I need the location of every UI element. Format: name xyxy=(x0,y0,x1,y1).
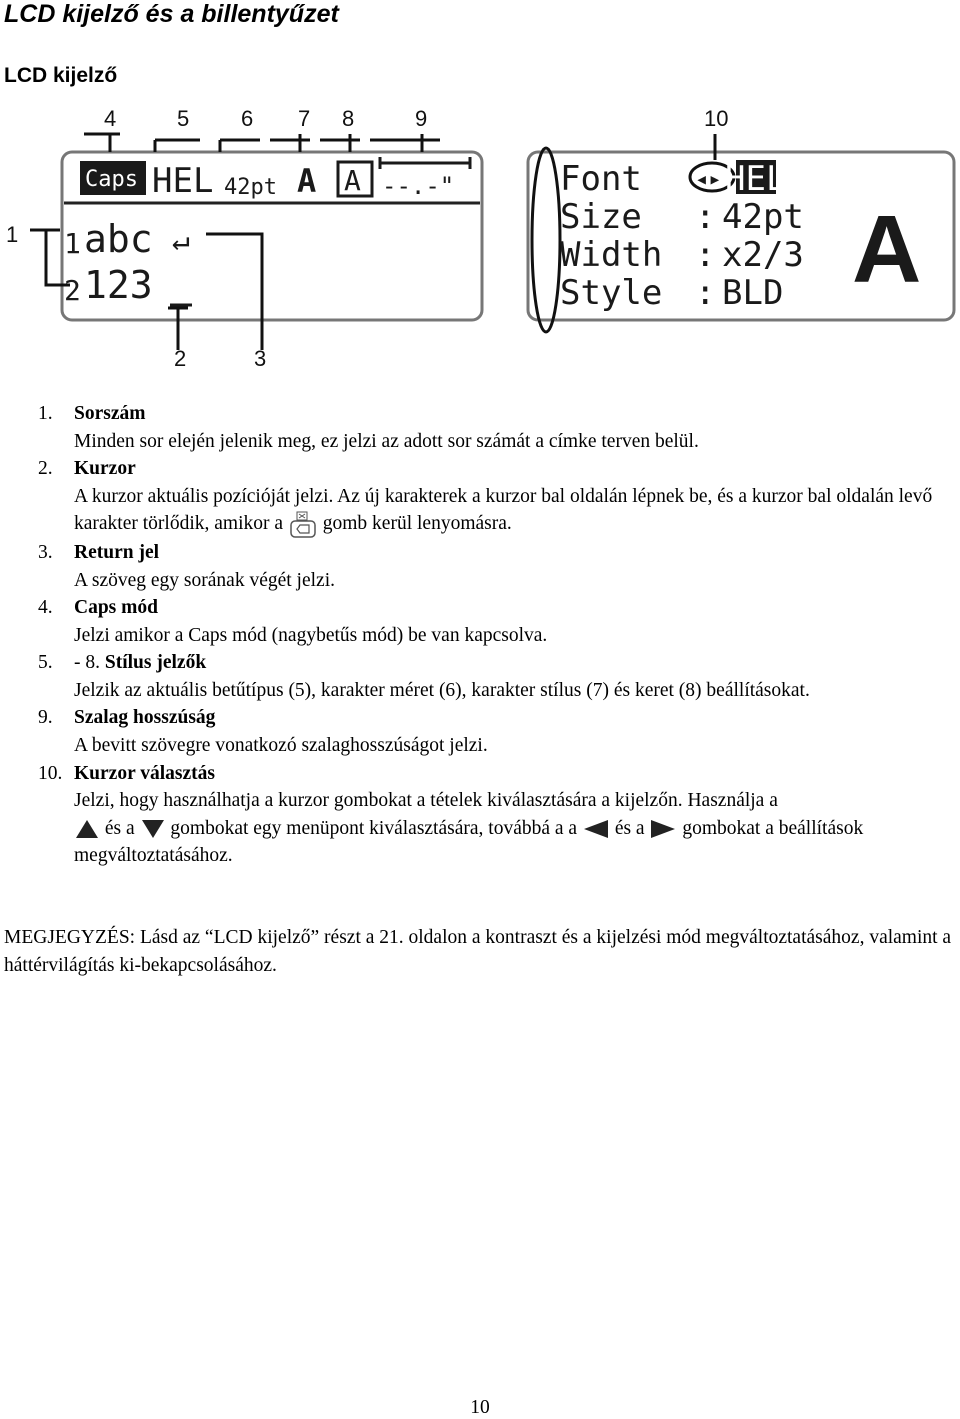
list-item xyxy=(38,704,938,759)
menu-label-width: Width xyxy=(560,235,663,275)
down-arrow-icon xyxy=(140,818,166,840)
list-item xyxy=(38,455,938,539)
item-number: 3. xyxy=(38,541,53,563)
line-2-text: 123 xyxy=(84,263,153,307)
callout-7: 7 xyxy=(298,106,311,131)
item-number: 10. xyxy=(38,762,63,784)
list-item xyxy=(38,649,938,704)
callout-6: 6 xyxy=(241,106,254,131)
item-body-mid: gombokat egy menüpont kiválasztására, továbbá a a xyxy=(170,817,578,839)
line-1-text: abc xyxy=(84,217,153,261)
up-arrow-icon xyxy=(74,818,100,840)
menu-label-size: Size xyxy=(560,197,642,237)
size-indicator: 42pt xyxy=(224,175,277,200)
right-arrow-icon xyxy=(649,818,677,840)
callout-leaders-top xyxy=(84,134,440,152)
menu-value-style: BLD xyxy=(722,273,784,313)
item-body-and-2: és a xyxy=(614,817,645,839)
callout-1: 1 xyxy=(6,222,19,247)
item-number: 2. xyxy=(38,458,53,480)
item-body: Jelzi amikor a Caps mód (nagybetűs mód) be van kapcsolva. xyxy=(74,624,548,646)
item-title: Kurzor xyxy=(74,458,136,480)
line-number-1: 1 xyxy=(64,227,81,260)
menu-label-font: Font xyxy=(560,159,642,199)
item-body: A szöveg egy sorának végét jelzi. xyxy=(74,569,335,591)
callout-8: 8 xyxy=(342,106,355,131)
item-body-end: gomb kerül lenyomásra. xyxy=(322,513,512,535)
page-number: 10 xyxy=(470,1397,490,1418)
tape-length-indicator: --.-" xyxy=(382,172,455,200)
list-item xyxy=(38,400,938,455)
callout-4: 4 xyxy=(104,106,117,131)
note-paragraph: MEGJEGYZÉS: Lásd az “LCD kijelző” részt a 21. oldalon a kontraszt és a kijelzési mód megváltoztatásához, valamint a háttérvilágítás ki-bekapcsolásához. xyxy=(4,927,952,976)
font-indicator: HEL xyxy=(152,161,214,201)
item-title: Sorszám xyxy=(74,403,146,424)
item-body-and-1: és a xyxy=(104,817,135,839)
item-body: Minden sor elején jelenik meg, ez jelzi az adott sor számát a címke terven belül. xyxy=(74,430,699,452)
callout-10: 10 xyxy=(704,106,729,131)
item-title: Kurzor választás xyxy=(74,762,215,784)
left-arrow-icon xyxy=(582,818,610,840)
backspace-key-icon xyxy=(288,511,318,539)
return-mark-icon: ↵ xyxy=(172,223,191,258)
lcd-diagram xyxy=(0,100,960,375)
item-number: 5. xyxy=(38,652,53,674)
menu-label-style: Style xyxy=(560,273,663,313)
item-range-prefix: - 8. xyxy=(74,652,100,674)
menu-colon-style: : xyxy=(695,273,716,313)
item-title: Stílus jelzők xyxy=(104,652,207,674)
item-body: Jelzi, hogy használhatja a kurzor gombokat a tételek kiválasztására a kijelzőn. Használja a xyxy=(74,790,778,812)
menu-colon-width: : xyxy=(695,235,716,275)
callout-3: 3 xyxy=(254,346,267,371)
callout-5: 5 xyxy=(177,106,190,131)
list-item xyxy=(38,760,938,870)
frame-indicator: A xyxy=(344,164,361,197)
item-number: 4. xyxy=(38,597,53,619)
callout-9: 9 xyxy=(415,106,428,131)
style-indicator: A xyxy=(297,162,317,200)
item-title: Szalag hosszúság xyxy=(74,707,216,729)
section-heading: LCD kijelző xyxy=(4,64,118,87)
menu-value-width: x2/3 xyxy=(722,235,804,275)
preview-glyph: A xyxy=(852,196,922,303)
item-number: 1. xyxy=(38,403,53,424)
item-body: Jelzik az aktuális betűtípus (5), karakter méret (6), karakter stílus (7) és keret (8) beállításokat. xyxy=(74,679,810,701)
menu-colon-size: : xyxy=(695,197,716,237)
item-title: Return jel xyxy=(74,541,160,563)
selector-arrows-glyph: ◂▸ xyxy=(695,167,722,192)
callout-2: 2 xyxy=(174,346,187,371)
list-item xyxy=(38,594,938,649)
menu-value-font: HEL xyxy=(725,159,787,199)
item-title: Caps mód xyxy=(74,597,158,619)
list-item xyxy=(38,539,938,594)
item-body: A kurzor aktuális pozícióját jelzi. Az új karakterek a kurzor bal oldalán lépnek be, és a kurzor bal oldalán levő karakter törlődik, amikor a xyxy=(74,485,933,535)
page-title: LCD kijelző és a billentyűzet xyxy=(4,0,339,28)
caps-label: Caps xyxy=(85,167,138,192)
item-number: 9. xyxy=(38,707,53,729)
item-body-end: gombokat a beállítások megváltoztatásához. xyxy=(74,817,864,867)
item-body: A bevitt szövegre vonatkozó szalaghosszúságot jelzi. xyxy=(74,735,488,757)
menu-value-size: 42pt xyxy=(722,197,804,237)
line-number-2: 2 xyxy=(64,274,81,307)
legend-list xyxy=(38,400,938,870)
